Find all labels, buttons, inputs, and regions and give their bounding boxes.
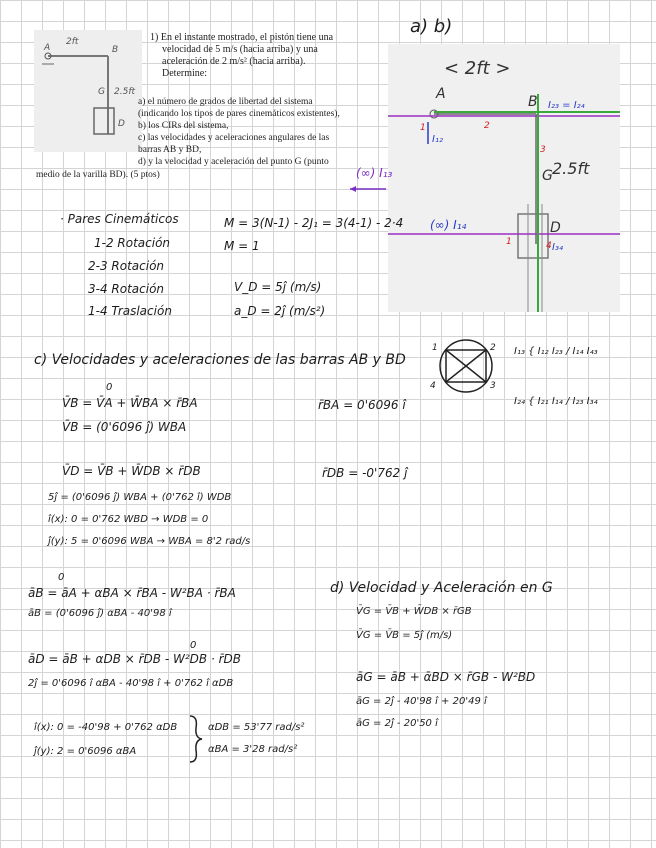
statement-line-2: velocidad de 5 m/s (hacia arriba) y una xyxy=(162,44,318,55)
ad-expanded: 2ĵ = 0'6096 î αBA - 40'98 î + 0'762 î αDB xyxy=(28,678,234,689)
vd-equation: V̄D = V̄B + W̄DB × r̄DB xyxy=(62,464,201,478)
vg-result: V̄G = V̄B = 5ĵ (m/s) xyxy=(356,630,453,641)
y-component-vel: ĵ(y): 5 = 0'6096 WBA → WBA = 8'2 rad/s xyxy=(48,536,251,547)
vg-equation: V̄G = V̄B + W̄DB × r̄GB xyxy=(356,606,472,617)
num-4: 4 xyxy=(546,241,552,251)
graph-node-1: 1 xyxy=(432,343,438,353)
i24-derivation: I₂₄ { I₂₁ I₁₄ / I₂₃ I₃₄ xyxy=(514,396,598,407)
section-c-title: c) Velocidades y aceleraciones de las barras AB y BD xyxy=(34,352,406,368)
vd-value: V_D = 5ĵ (m/s) xyxy=(234,280,322,294)
cir-graph xyxy=(428,338,504,394)
pares-title: · Pares Cinemáticos xyxy=(60,212,179,226)
item-line-6: d) y la velocidad y aceleración del punto G (punto xyxy=(138,157,329,167)
item-line-5: barras AB y BD, xyxy=(138,145,202,155)
statement-line-1: 1) En el instante mostrado, el pistón tiene una xyxy=(150,32,334,43)
x-component-vel: î(x): 0 = 0'762 WBD → WDB = 0 xyxy=(48,514,209,525)
alpha-ba-result: αBA = 3'28 rad/s² xyxy=(208,744,298,755)
pares-row-3: 3-4 Rotación xyxy=(88,282,165,296)
pares-row-2: 2-3 Rotación xyxy=(88,259,165,273)
ag-result: āG = 2ĵ - 20'50 î xyxy=(356,718,438,729)
item-line-7: medio de la varilla BD). (5 ptos) xyxy=(36,170,160,180)
ab-equation: āB = āA + αBA × r̄BA - W²BA · r̄BA xyxy=(28,586,236,600)
mini-label-g: G xyxy=(98,87,105,97)
problem-items xyxy=(138,96,370,168)
num-3: 3 xyxy=(540,145,546,155)
arrow-i13 xyxy=(348,184,388,194)
item-line-4: c) las velocidades y aceleraciones angulares de las xyxy=(138,133,330,143)
item-line-3: b) los CIRs del sistema, xyxy=(138,121,229,131)
num-1b: 1 xyxy=(506,237,512,247)
mini-label-b: B xyxy=(112,45,119,55)
statement-line-3: aceleración de 2 m/s² (hacia arriba). xyxy=(162,56,306,67)
num-2: 2 xyxy=(484,121,490,131)
cir-diagram xyxy=(388,44,620,312)
ad-value: a_D = 2ĵ (m/s²) xyxy=(234,304,326,318)
section-d-title: d) Velocidad y Aceleración en G xyxy=(330,580,553,596)
dof-equation: M = 3(N-1) - 2J₁ = 3(4-1) - 2·4 xyxy=(224,216,404,230)
statement-line-4: Determine: xyxy=(162,68,207,79)
rba-vector: r̄BA = 0'6096 î xyxy=(318,398,406,412)
graph-node-4: 4 xyxy=(430,381,436,391)
x-component-acc: î(x): 0 = -40'98 + 0'762 αDB xyxy=(34,722,178,733)
item-line-1: a) el número de grados de libertad del sistema xyxy=(138,97,313,107)
mechanism-photo-small xyxy=(34,30,142,152)
mini-label-d: D xyxy=(118,119,125,129)
vd-expanded: 5ĵ = (0'6096 ĵ) WBA + (0'762 î) WDB xyxy=(48,492,232,503)
i13-derivation: I₁₃ { I₁₂ I₂₃ / I₁₄ I₄₃ xyxy=(514,346,598,357)
diagram-header: a) b) xyxy=(410,16,453,37)
label-i12: I₁₂ xyxy=(432,134,443,145)
label-i23-i24: I₂₃ = I₂₄ xyxy=(548,100,585,111)
accel-zero-mark-2: 0 xyxy=(190,640,197,651)
mini-label-a: A xyxy=(44,43,51,53)
label-i13: (∞) I₁₃ xyxy=(356,166,393,180)
mechanism-sketch xyxy=(34,30,142,152)
vb-equation: V̄B = V̄A + W̄BA × r̄BA xyxy=(62,396,198,410)
ag-expanded: āG = 2ĵ - 40'98 î + 20'49 î xyxy=(356,696,487,707)
label-i14: (∞) I₁₄ xyxy=(430,218,467,232)
rdb-vector: r̄DB = -0'762 ĵ xyxy=(322,466,408,480)
alpha-db-result: αDB = 53'77 rad/s² xyxy=(208,722,305,733)
item-line-2: (indicando los tipos de pares cinemáticos existentes), xyxy=(138,109,340,119)
y-component-acc: ĵ(y): 2 = 0'6096 αBA xyxy=(34,746,137,757)
label-d: D xyxy=(550,220,561,236)
vb-result: V̄B = (0'6096 ĵ) WBA xyxy=(62,420,187,434)
label-b: B xyxy=(528,94,538,110)
ab-result: āB = (0'6096 ĵ) αBA - 40'98 î xyxy=(28,608,172,619)
label-i34: I₃₄ xyxy=(552,242,563,253)
label-a: A xyxy=(436,86,446,102)
dim-2ft: < 2ft > xyxy=(444,58,511,79)
accel-zero-mark-1: 0 xyxy=(58,572,65,583)
dim-25ft: 2.5ft xyxy=(552,159,590,178)
num-1: 1 xyxy=(420,123,426,133)
dof-result: M = 1 xyxy=(224,239,260,253)
mini-dim-2ft: 2ft xyxy=(66,37,79,47)
label-g: G xyxy=(542,168,553,184)
ag-equation: āG = āB + ᾱBD × r̄GB - W²BD xyxy=(356,670,536,684)
pares-row-1: 1-2 Rotación xyxy=(94,236,171,250)
mini-dim-25ft: 2.5ft xyxy=(114,87,136,97)
graph-node-3: 3 xyxy=(490,381,496,391)
velocity-zero-mark: 0 xyxy=(106,382,113,393)
mechanism-photo-large xyxy=(388,44,620,312)
problem-statement xyxy=(150,32,370,80)
result-brace xyxy=(186,714,204,764)
pares-row-4: 1-4 Traslación xyxy=(88,304,172,318)
graph-node-2: 2 xyxy=(490,343,496,353)
ad-equation: āD = āB + αDB × r̄DB - W²DB · r̄DB xyxy=(28,652,241,666)
